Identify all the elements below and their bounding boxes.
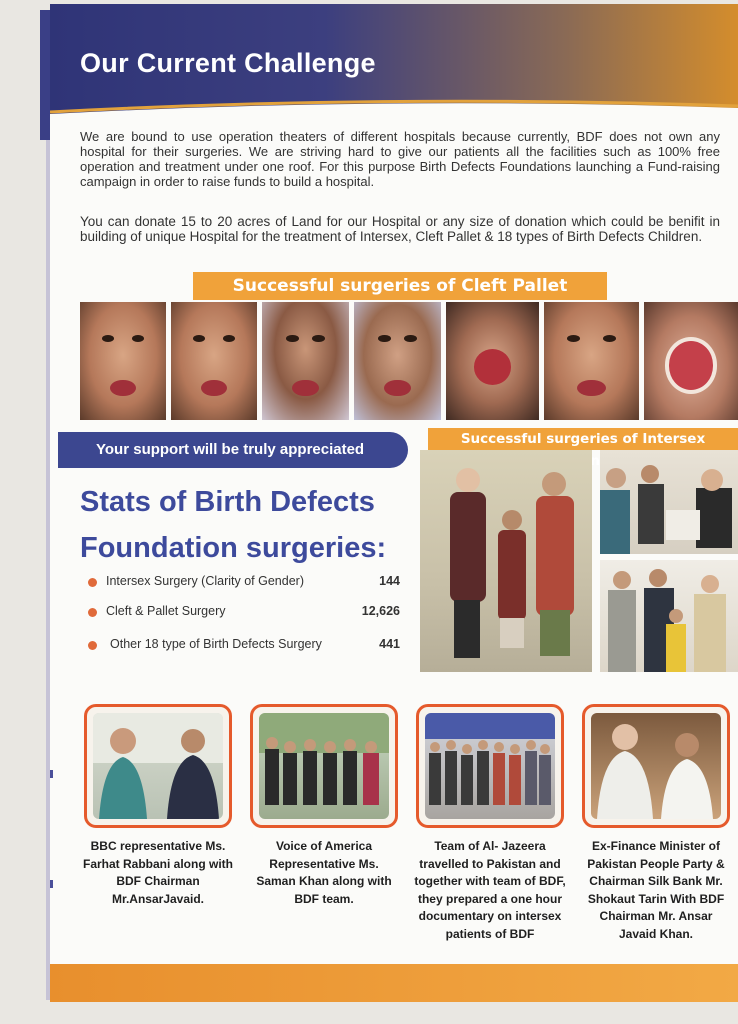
media-photo-frame (250, 704, 398, 828)
binder-mark (50, 770, 53, 778)
intro-paragraph-2: You can donate 15 to 20 acres of Land for our Hospital or any size of donation which could be benifit in building of unique Hospital for the treatment of Intersex, Cleft Pallet & 18 types of Birth Defects Children. (80, 214, 720, 244)
cleft-banner: Successful surgeries of Cleft Pallet (193, 272, 607, 300)
media-photo-frame (84, 704, 232, 828)
media-caption: Team of Al- Jazeera travelled to Pakistan and together with team of BDF, they prepared a one hour documentary on intersex patients of BDF (414, 839, 566, 941)
stat-item-other (88, 637, 400, 655)
brochure-page (50, 4, 738, 1002)
stat-value: 12,626 (361, 604, 400, 618)
intersex-banner: Successful surgeries of Intersex (428, 428, 738, 450)
footer-band (50, 964, 738, 1002)
intersex-group-photo (420, 450, 592, 672)
cleft-patient-photo (544, 302, 639, 420)
stat-label: Other 18 type of Birth Defects Surgery (110, 637, 322, 651)
stat-value: 441 (379, 637, 400, 651)
bullet-icon (88, 608, 97, 617)
intro-paragraph-1: We are bound to use operation theaters of different hospitals because currently, BDF does not own any hospital for their surgeries. We are striving hard to give our patients all the facilities such as 100% free operation and treatment under one roof. For this purpose Birth Defects Foundations launching a Fund-raising campaign in order to raise funds to build a hospital. (80, 129, 720, 189)
cleft-patient-photo (171, 302, 257, 420)
page-title: Our Current Challenge (80, 48, 376, 78)
binder-mark (50, 880, 53, 888)
intersex-clinic-photo (600, 450, 738, 554)
media-caption: Voice of America Representative Ms. Saman Khan along with BDF team. (256, 839, 392, 906)
media-caption: Ex-Finance Minister of Pakistan People Party & Chairman Silk Bank Mr. Shokaut Tarin With BDF Chairman Mr. Ansar Javaid Khan. (587, 839, 725, 941)
cleft-patient-photo (644, 302, 738, 420)
cleft-patient-photo (446, 302, 539, 420)
cleft-patient-photo (80, 302, 166, 420)
stat-label: Cleft & Pallet Surgery (106, 604, 226, 618)
media-photo-frame (582, 704, 730, 828)
stats-title-line2: Foundation surgeries: (80, 532, 387, 564)
stat-item-cleft (88, 604, 400, 622)
media-photo-frame (416, 704, 564, 828)
stat-item-intersex (88, 574, 400, 592)
cleft-patient-photo (262, 302, 349, 420)
stats-title-line1: Stats of Birth Defects (80, 486, 375, 518)
media-caption: BBC representative Ms. Farhat Rabbani along with BDF Chairman Mr.AnsarJavaid. (82, 839, 233, 906)
stat-label: Intersex Surgery (Clarity of Gender) (106, 574, 304, 588)
stat-value: 144 (379, 574, 400, 588)
bullet-icon (88, 578, 97, 587)
intersex-family-photo (600, 560, 738, 672)
header-wave (50, 92, 738, 132)
support-banner: Your support will be truly appreciated (58, 432, 408, 468)
bullet-icon (88, 641, 97, 650)
cleft-patient-photo (354, 302, 441, 420)
